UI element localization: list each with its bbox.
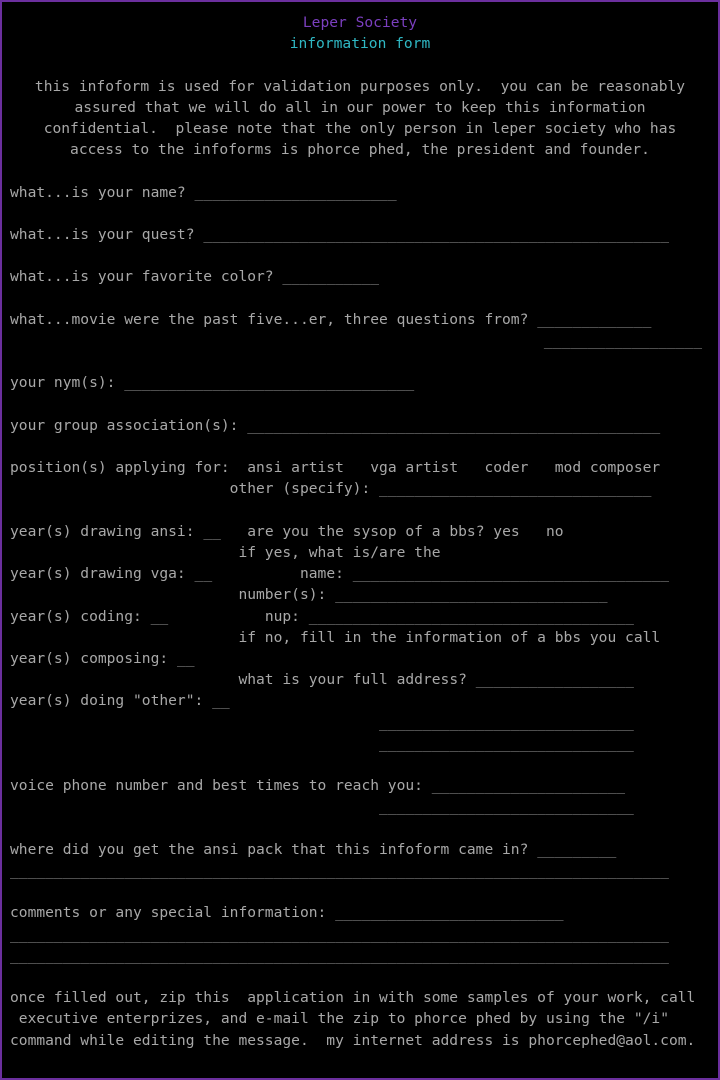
sysop-number-label: number(s):	[238, 586, 327, 604]
row-sysop-ifyes	[10, 542, 710, 563]
form-title-text: Leper Society	[302, 14, 418, 31]
field-comments-cont-2	[10, 945, 710, 966]
address-input-1[interactable]: __________________	[475, 671, 634, 689]
field-quest-input[interactable]: _____________________________________________________	[203, 225, 669, 243]
field-voice	[10, 775, 710, 796]
field-comments-input[interactable]: __________________________	[335, 904, 564, 922]
sysop-nup-input[interactable]: _____________________________________	[308, 607, 634, 625]
row-address	[10, 669, 710, 690]
field-positions-options[interactable]: ansi artist vga artist coder mod composer	[247, 459, 661, 477]
field-color	[10, 266, 710, 287]
spacer	[10, 203, 710, 224]
spacer	[10, 818, 710, 839]
field-comments-input-2[interactable]: ___________________________________________________________________________	[10, 925, 669, 943]
spacer	[10, 351, 710, 372]
field-comments-input-3[interactable]: ___________________________________________________________________________	[10, 946, 669, 964]
sysop-question: are you the sysop of a bbs?	[247, 522, 485, 540]
field-years-other-input[interactable]: __	[212, 692, 230, 710]
field-years-vga-input[interactable]: __	[194, 565, 213, 583]
sysop-yes-option[interactable]: yes	[493, 522, 520, 540]
spacer	[10, 160, 710, 181]
field-positions-label: position(s) applying for:	[10, 459, 230, 477]
field-color-input[interactable]: ___________	[282, 268, 380, 286]
field-color-label: what...is your favorite color?	[10, 268, 274, 286]
form-title	[10, 12, 710, 33]
field-movie	[10, 309, 710, 330]
field-nyms-label: your nym(s):	[10, 374, 116, 392]
spacer	[10, 394, 710, 415]
infoform-body	[2, 2, 718, 1051]
field-movie-label: what...movie were the past five...er, three questions from?	[10, 310, 529, 328]
field-name	[10, 182, 710, 203]
field-source	[10, 839, 710, 860]
intro-line-1: this infoform is used for validation purposes only. you can be reasonably	[34, 77, 686, 95]
spacer	[10, 881, 710, 902]
sysop-no-option[interactable]: no	[546, 522, 564, 540]
field-source-label: where did you get the ansi pack that this infoform came in?	[10, 840, 529, 858]
field-years-ansi-input[interactable]: __	[203, 522, 221, 540]
field-positions	[10, 457, 710, 478]
footer-line-3: command while editing the message. my internet address is phorcephed@aol.com.	[10, 1031, 696, 1049]
intro-line-4: access to the infoforms is phorce phed, the president and founder.	[70, 141, 650, 159]
field-comments-cont-1	[10, 924, 710, 945]
address-input-2[interactable]: _____________________________	[379, 713, 634, 731]
field-positions-other-input[interactable]: _______________________________	[379, 480, 652, 498]
footer-line-1: once filled out, zip this application in with some samples of your work, call	[10, 989, 696, 1007]
field-positions-other	[10, 478, 710, 499]
sysop-name-input[interactable]: ____________________________________	[352, 565, 670, 583]
field-voice-label: voice phone number and best times to reach you:	[10, 777, 423, 795]
row-address-2	[10, 712, 710, 733]
sysop-number-input[interactable]: _______________________________	[335, 586, 608, 604]
field-movie-cont	[10, 330, 710, 351]
row-years-coding	[10, 606, 710, 627]
field-years-ansi-label: year(s) drawing ansi:	[10, 522, 195, 540]
field-nyms-input[interactable]: _________________________________	[124, 374, 415, 392]
field-comments-label: comments or any special information:	[10, 904, 327, 922]
field-years-coding-label: year(s) coding:	[10, 607, 142, 625]
field-years-composing-label: year(s) composing:	[10, 649, 169, 667]
row-years-vga	[10, 563, 710, 584]
spacer	[10, 436, 710, 457]
row-years-composing	[10, 648, 710, 669]
field-positions-other-label: other (specify):	[229, 480, 371, 498]
field-movie-input-2[interactable]: __________________	[543, 331, 702, 349]
field-movie-input[interactable]: _____________	[537, 310, 652, 328]
field-quest-label: what...is your quest?	[10, 225, 195, 243]
row-sysop-ifno	[10, 627, 710, 648]
row-sysop-number	[10, 584, 710, 605]
field-name-input[interactable]: _______________________	[194, 183, 397, 201]
spacer	[10, 754, 710, 775]
field-quest	[10, 224, 710, 245]
sysop-if-yes-text: if yes, what is/are the	[238, 543, 441, 561]
form-subtitle-text: information form	[289, 35, 431, 53]
field-groups-input[interactable]: _______________________________________________	[247, 416, 661, 434]
row-years-other	[10, 690, 710, 711]
row-address-3	[10, 733, 710, 754]
field-voice-cont	[10, 796, 710, 817]
field-years-coding-input[interactable]: __	[150, 607, 169, 625]
field-name-label: what...is your name?	[10, 183, 186, 201]
field-source-input[interactable]: _________	[537, 840, 617, 858]
address-input-3[interactable]: _____________________________	[379, 734, 634, 752]
footer-line-2: executive enterprizes, and e-mail the zip to phorce phed by using the "/i"	[18, 1010, 669, 1028]
field-source-input-2[interactable]: ___________________________________________________________________________	[10, 861, 669, 879]
intro-line-2: assured that we will do all in our power to keep this information	[74, 98, 646, 116]
field-groups-label: your group association(s):	[10, 416, 239, 434]
address-label: what is your full address?	[238, 671, 467, 689]
field-groups	[10, 415, 710, 436]
field-comments	[10, 902, 710, 923]
intro-line-3: confidential. please note that the only person in leper society who has	[43, 120, 677, 137]
field-years-other-label: year(s) doing "other":	[10, 692, 204, 710]
field-nyms	[10, 372, 710, 393]
sysop-if-no-text: if no, fill in the information of a bbs you call	[238, 628, 661, 646]
spacer	[10, 245, 710, 266]
field-years-composing-input[interactable]: __	[176, 649, 195, 667]
field-voice-input[interactable]: ______________________	[431, 777, 626, 795]
spacer	[10, 966, 710, 987]
spacer	[10, 54, 710, 75]
sysop-nup-label: nup:	[264, 607, 300, 625]
spacer	[10, 288, 710, 309]
row-years-ansi	[10, 521, 710, 542]
spacer	[10, 500, 710, 521]
field-voice-input-2[interactable]: _____________________________	[379, 798, 634, 816]
form-subtitle	[10, 33, 710, 54]
field-source-cont	[10, 860, 710, 881]
sysop-name-label: name:	[299, 565, 344, 583]
field-years-vga-label: year(s) drawing vga:	[10, 565, 186, 583]
